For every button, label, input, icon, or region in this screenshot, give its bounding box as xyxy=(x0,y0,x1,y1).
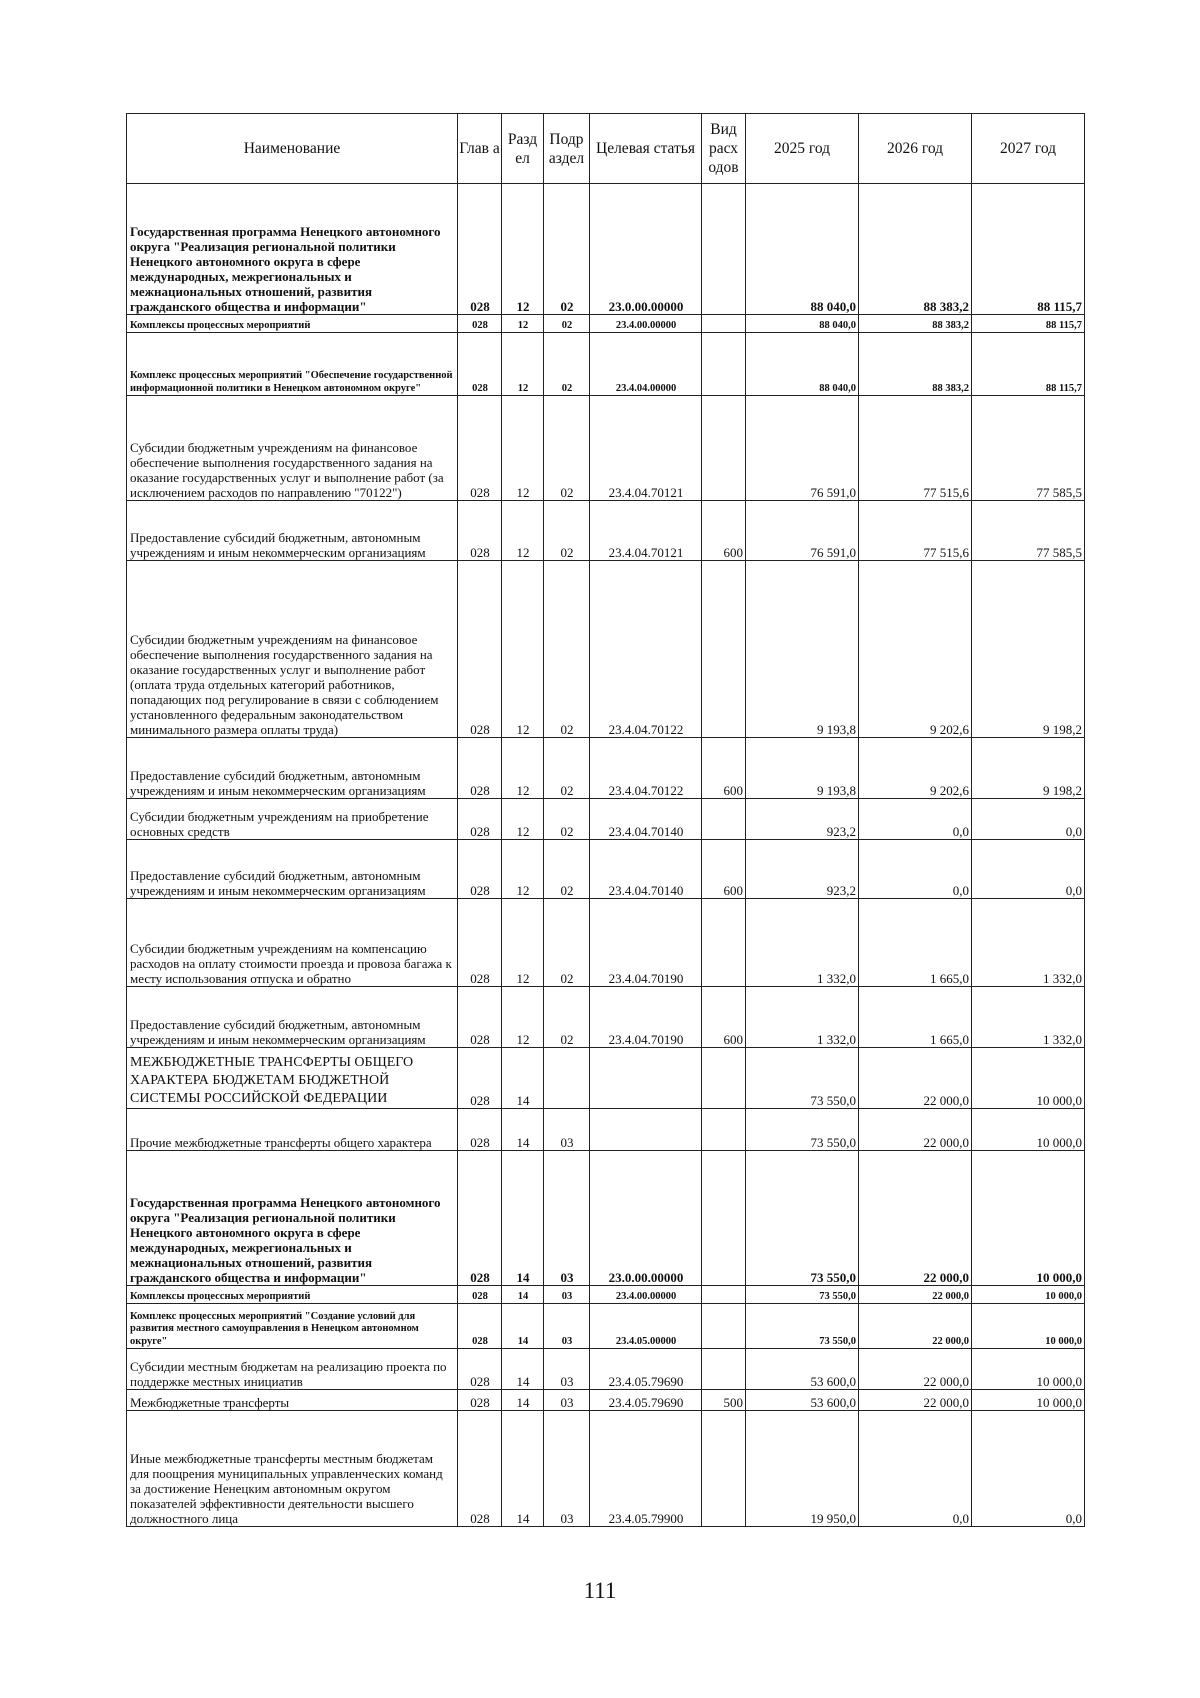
row-name: Субсидии бюджетным учреждениям на финансовое обеспечение выполнения государственного задания на оказание государственных услуг и выполнение работ (за исключением расходов по направлению "70122") xyxy=(127,396,458,501)
row-2025: 76 591,0 xyxy=(746,396,859,501)
row-chapter: 028 xyxy=(458,738,502,799)
row-2025: 73 550,0 xyxy=(746,1304,859,1349)
row-2026: 22 000,0 xyxy=(859,1286,972,1304)
table-row xyxy=(127,333,1085,396)
row-2026: 0,0 xyxy=(859,799,972,840)
table-row xyxy=(127,1390,1085,1411)
row-chapter: 028 xyxy=(458,840,502,899)
row-exp-type xyxy=(702,561,746,738)
header-subsection: Подр аздел xyxy=(544,114,590,184)
row-name: МЕЖБЮДЖЕТНЫЕ ТРАНСФЕРТЫ ОБЩЕГО ХАРАКТЕРА БЮДЖЕТАМ БЮДЖЕТНОЙ СИСТЕМЫ РОССИЙСКОЙ ФЕДЕРАЦИИ xyxy=(127,1048,458,1109)
row-2027: 9 198,2 xyxy=(972,738,1085,799)
row-subsection xyxy=(544,1048,590,1109)
row-exp-type xyxy=(702,184,746,315)
row-2027: 88 115,7 xyxy=(972,333,1085,396)
row-target xyxy=(590,1109,702,1151)
row-subsection: 03 xyxy=(544,1109,590,1151)
row-target: 23.0.00.00000 xyxy=(590,1151,702,1286)
row-subsection: 02 xyxy=(544,840,590,899)
row-2027: 88 115,7 xyxy=(972,184,1085,315)
row-chapter: 028 xyxy=(458,987,502,1048)
row-name: Субсидии бюджетным учреждениям на финансовое обеспечение выполнения государственного задания на оказание государственных услуг и выполнение работ (оплата труда отдельных категорий работников, попадающих под регулирование в связи с соблюдением установленного федеральным законодательством минимального размера оплаты труда) xyxy=(127,561,458,738)
table-row xyxy=(127,315,1085,333)
row-name: Государственная программа Ненецкого автономного округа "Реализация региональной политики Ненецкого автономного округа в сфере международных, межрегиональных и межнациональных отношений, развития гражданского общества и информации" xyxy=(127,1151,458,1286)
row-name: Субсидии бюджетным учреждениям на компенсацию расходов на оплату стоимости проезда и провоза багажа к месту использования отпуска и обратно xyxy=(127,899,458,987)
row-2025: 73 550,0 xyxy=(746,1151,859,1286)
row-2027: 88 115,7 xyxy=(972,315,1085,333)
row-chapter: 028 xyxy=(458,1349,502,1390)
row-name: Комплекс процессных мероприятий "Обеспечение государственной информационной политики в Ненецком автономном округе" xyxy=(127,333,458,396)
row-exp-type xyxy=(702,1151,746,1286)
row-target: 23.4.04.70140 xyxy=(590,840,702,899)
table-row xyxy=(127,738,1085,799)
row-subsection: 03 xyxy=(544,1151,590,1286)
row-section: 12 xyxy=(502,561,544,738)
row-subsection: 03 xyxy=(544,1304,590,1349)
row-section: 12 xyxy=(502,840,544,899)
row-name: Комплексы процессных мероприятий xyxy=(127,315,458,333)
row-2027: 10 000,0 xyxy=(972,1390,1085,1411)
row-exp-type xyxy=(702,799,746,840)
table-body xyxy=(127,184,1085,1527)
row-exp-type xyxy=(702,899,746,987)
page-number: 111 xyxy=(583,1578,617,1603)
row-target: 23.4.04.70121 xyxy=(590,501,702,561)
row-2027: 77 585,5 xyxy=(972,396,1085,501)
row-subsection: 02 xyxy=(544,333,590,396)
row-exp-type: 600 xyxy=(702,738,746,799)
row-name: Иные межбюджетные трансферты местным бюджетам для поощрения муниципальных управленческих команд за достижение Ненецким автономным округом показателей эффективности деятельности высшего должностного лица xyxy=(127,1411,458,1527)
row-section: 12 xyxy=(502,396,544,501)
row-2027: 10 000,0 xyxy=(972,1286,1085,1304)
row-name: Межбюджетные трансферты xyxy=(127,1390,458,1411)
header-chapter: Глав а xyxy=(458,114,502,184)
table-row xyxy=(127,501,1085,561)
row-2026: 9 202,6 xyxy=(859,738,972,799)
row-name: Субсидии местным бюджетам на реализацию проекта по поддержке местных инициатив xyxy=(127,1349,458,1390)
row-section: 12 xyxy=(502,315,544,333)
row-target: 23.4.05.79690 xyxy=(590,1390,702,1411)
header-2025: 2025 год xyxy=(746,114,859,184)
row-exp-type xyxy=(702,1411,746,1527)
row-subsection: 03 xyxy=(544,1390,590,1411)
row-2025: 73 550,0 xyxy=(746,1109,859,1151)
row-2025: 53 600,0 xyxy=(746,1349,859,1390)
row-exp-type: 500 xyxy=(702,1390,746,1411)
row-subsection: 03 xyxy=(544,1411,590,1527)
row-target: 23.4.00.00000 xyxy=(590,1286,702,1304)
row-2027: 1 332,0 xyxy=(972,899,1085,987)
row-chapter: 028 xyxy=(458,1109,502,1151)
row-exp-type xyxy=(702,1109,746,1151)
row-section: 14 xyxy=(502,1109,544,1151)
row-exp-type: 600 xyxy=(702,987,746,1048)
header-section: Разд ел xyxy=(502,114,544,184)
row-2026: 0,0 xyxy=(859,840,972,899)
row-subsection: 02 xyxy=(544,987,590,1048)
row-chapter: 028 xyxy=(458,396,502,501)
table-row xyxy=(127,1304,1085,1349)
table-row xyxy=(127,1048,1085,1109)
row-2025: 73 550,0 xyxy=(746,1048,859,1109)
row-chapter: 028 xyxy=(458,333,502,396)
row-section: 14 xyxy=(502,1411,544,1527)
row-subsection: 02 xyxy=(544,396,590,501)
row-2025: 53 600,0 xyxy=(746,1390,859,1411)
row-2026: 77 515,6 xyxy=(859,396,972,501)
row-2026: 88 383,2 xyxy=(859,184,972,315)
row-subsection: 03 xyxy=(544,1286,590,1304)
row-section: 12 xyxy=(502,738,544,799)
row-target: 23.0.00.00000 xyxy=(590,184,702,315)
row-2027: 10 000,0 xyxy=(972,1109,1085,1151)
row-2027: 10 000,0 xyxy=(972,1304,1085,1349)
table-row xyxy=(127,799,1085,840)
header-target: Целевая статья xyxy=(590,114,702,184)
row-exp-type: 600 xyxy=(702,501,746,561)
row-2027: 77 585,5 xyxy=(972,501,1085,561)
row-subsection: 02 xyxy=(544,738,590,799)
row-2026: 0,0 xyxy=(859,1411,972,1527)
row-section: 14 xyxy=(502,1349,544,1390)
row-target: 23.4.04.70140 xyxy=(590,799,702,840)
row-2026: 22 000,0 xyxy=(859,1109,972,1151)
row-name: Субсидии бюджетным учреждениям на приобретение основных средств xyxy=(127,799,458,840)
row-section: 12 xyxy=(502,987,544,1048)
row-target: 23.4.04.70122 xyxy=(590,561,702,738)
row-chapter: 028 xyxy=(458,899,502,987)
row-2027: 0,0 xyxy=(972,799,1085,840)
row-chapter: 028 xyxy=(458,1151,502,1286)
row-exp-type xyxy=(702,333,746,396)
table-row xyxy=(127,561,1085,738)
row-exp-type xyxy=(702,1349,746,1390)
header-2027: 2027 год xyxy=(972,114,1085,184)
row-2026: 22 000,0 xyxy=(859,1349,972,1390)
row-2027: 0,0 xyxy=(972,1411,1085,1527)
row-chapter: 028 xyxy=(458,799,502,840)
row-chapter: 028 xyxy=(458,1390,502,1411)
row-exp-type xyxy=(702,315,746,333)
row-chapter: 028 xyxy=(458,1411,502,1527)
row-2027: 9 198,2 xyxy=(972,561,1085,738)
row-2027: 10 000,0 xyxy=(972,1349,1085,1390)
table-row xyxy=(127,184,1085,315)
row-2025: 73 550,0 xyxy=(746,1286,859,1304)
row-2027: 10 000,0 xyxy=(972,1151,1085,1286)
row-2026: 22 000,0 xyxy=(859,1151,972,1286)
row-chapter: 028 xyxy=(458,184,502,315)
row-exp-type xyxy=(702,396,746,501)
row-section: 12 xyxy=(502,333,544,396)
row-2027: 10 000,0 xyxy=(972,1048,1085,1109)
row-exp-type xyxy=(702,1304,746,1349)
table-row xyxy=(127,1109,1085,1151)
row-2025: 88 040,0 xyxy=(746,333,859,396)
row-target: 23.4.00.00000 xyxy=(590,315,702,333)
row-section: 14 xyxy=(502,1286,544,1304)
table-row xyxy=(127,1286,1085,1304)
row-2026: 22 000,0 xyxy=(859,1304,972,1349)
row-name: Прочие межбюджетные трансферты общего характера xyxy=(127,1109,458,1151)
row-name: Предоставление субсидий бюджетным, автономным учреждениям и иным некоммерческим организациям xyxy=(127,738,458,799)
row-section: 12 xyxy=(502,899,544,987)
table-row xyxy=(127,899,1085,987)
row-target: 23.4.04.70122 xyxy=(590,738,702,799)
row-chapter: 028 xyxy=(458,561,502,738)
row-section: 14 xyxy=(502,1048,544,1109)
row-target xyxy=(590,1048,702,1109)
row-2025: 9 193,8 xyxy=(746,738,859,799)
table-row xyxy=(127,1349,1085,1390)
row-section: 14 xyxy=(502,1304,544,1349)
row-2026: 22 000,0 xyxy=(859,1390,972,1411)
row-2027: 0,0 xyxy=(972,840,1085,899)
row-2026: 88 383,2 xyxy=(859,315,972,333)
header-2026: 2026 год xyxy=(859,114,972,184)
row-target: 23.4.05.79690 xyxy=(590,1349,702,1390)
row-2025: 923,2 xyxy=(746,799,859,840)
row-exp-type xyxy=(702,1048,746,1109)
row-chapter: 028 xyxy=(458,1048,502,1109)
table-row xyxy=(127,1411,1085,1527)
row-subsection: 02 xyxy=(544,799,590,840)
row-name: Комплексы процессных мероприятий xyxy=(127,1286,458,1304)
row-name: Предоставление субсидий бюджетным, автономным учреждениям и иным некоммерческим организациям xyxy=(127,501,458,561)
row-chapter: 028 xyxy=(458,315,502,333)
table-row xyxy=(127,1151,1085,1286)
row-target: 23.4.04.70190 xyxy=(590,987,702,1048)
row-2026: 1 665,0 xyxy=(859,987,972,1048)
row-chapter: 028 xyxy=(458,501,502,561)
row-chapter: 028 xyxy=(458,1286,502,1304)
header-exp-type: Вид расх одов xyxy=(702,114,746,184)
row-exp-type: 600 xyxy=(702,840,746,899)
table-row xyxy=(127,840,1085,899)
row-2025: 88 040,0 xyxy=(746,184,859,315)
row-2026: 22 000,0 xyxy=(859,1048,972,1109)
row-exp-type xyxy=(702,1286,746,1304)
row-name: Предоставление субсидий бюджетным, автономным учреждениям и иным некоммерческим организациям xyxy=(127,840,458,899)
row-subsection: 02 xyxy=(544,501,590,561)
row-2025: 923,2 xyxy=(746,840,859,899)
row-target: 23.4.05.79900 xyxy=(590,1411,702,1527)
row-section: 14 xyxy=(502,1151,544,1286)
budget-table xyxy=(126,113,1085,1527)
row-2025: 9 193,8 xyxy=(746,561,859,738)
row-2025: 19 950,0 xyxy=(746,1411,859,1527)
row-2025: 1 332,0 xyxy=(746,899,859,987)
row-section: 14 xyxy=(502,1390,544,1411)
row-2026: 77 515,6 xyxy=(859,501,972,561)
row-2026: 88 383,2 xyxy=(859,333,972,396)
row-section: 12 xyxy=(502,184,544,315)
header-name: Наименование xyxy=(127,114,458,184)
row-2025: 1 332,0 xyxy=(746,987,859,1048)
row-target: 23.4.04.70121 xyxy=(590,396,702,501)
row-subsection: 02 xyxy=(544,899,590,987)
row-section: 12 xyxy=(502,501,544,561)
row-target: 23.4.05.00000 xyxy=(590,1304,702,1349)
row-2026: 1 665,0 xyxy=(859,899,972,987)
table-row xyxy=(127,396,1085,501)
row-name: Комплекс процессных мероприятий "Создание условий для развития местного самоуправления в Ненецком автономном округе" xyxy=(127,1304,458,1349)
row-section: 12 xyxy=(502,799,544,840)
row-chapter: 028 xyxy=(458,1304,502,1349)
row-subsection: 02 xyxy=(544,561,590,738)
row-2025: 88 040,0 xyxy=(746,315,859,333)
row-2025: 76 591,0 xyxy=(746,501,859,561)
row-name: Предоставление субсидий бюджетным, автономным учреждениям и иным некоммерческим организациям xyxy=(127,987,458,1048)
row-subsection: 02 xyxy=(544,184,590,315)
row-subsection: 03 xyxy=(544,1349,590,1390)
row-2026: 9 202,6 xyxy=(859,561,972,738)
row-subsection: 02 xyxy=(544,315,590,333)
table-row xyxy=(127,987,1085,1048)
row-2027: 1 332,0 xyxy=(972,987,1085,1048)
row-target: 23.4.04.00000 xyxy=(590,333,702,396)
row-name: Государственная программа Ненецкого автономного округа "Реализация региональной политики Ненецкого автономного округа в сфере международных, межрегиональных и межнациональных отношений, развития гражданского общества и информации" xyxy=(127,184,458,315)
table-header-row xyxy=(127,114,1085,184)
row-target: 23.4.04.70190 xyxy=(590,899,702,987)
